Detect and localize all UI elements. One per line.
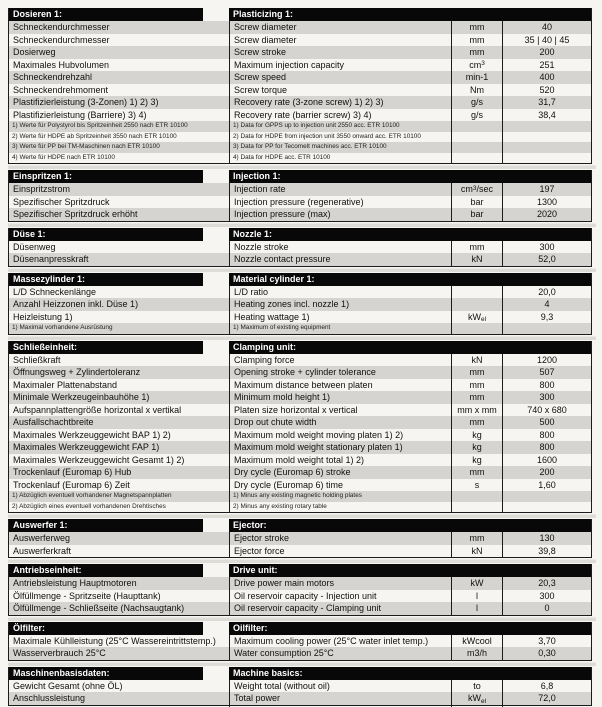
row-label-en: L/D ratio xyxy=(229,286,451,299)
section-title-en: Material cylinder 1: xyxy=(229,273,591,286)
row-unit: mm xyxy=(451,21,502,34)
row-unit: mm xyxy=(451,241,502,254)
row-value: 800 xyxy=(502,379,591,392)
row-unit: mm xyxy=(451,466,502,479)
footnote-de: 3) Werte für PP bei TM-Maschinen nach ETR 10100 xyxy=(12,143,160,150)
row-value: 200 xyxy=(502,46,591,59)
section-header xyxy=(9,667,591,680)
row-value: 500 xyxy=(502,416,591,429)
row-unit: kN xyxy=(451,253,502,266)
row-unit: kg xyxy=(451,454,502,467)
row-label-en: Nozzle stroke xyxy=(229,241,451,254)
footnote-row xyxy=(9,121,591,132)
row-unit: l xyxy=(451,590,502,603)
spec-row xyxy=(9,366,591,379)
spec-row xyxy=(9,71,591,84)
row-label-en: Minimum mold height 1) xyxy=(229,391,451,404)
row-value: 200 xyxy=(502,466,591,479)
row-unit: mm xyxy=(451,532,502,545)
row-unit: kN xyxy=(451,545,502,558)
row-label-en: Maximum mold weight total 1) 2) xyxy=(229,454,451,467)
spec-row xyxy=(9,429,591,442)
row-label-en: Weight total (without oil) xyxy=(229,680,451,693)
row-label-en: Dry cycle (Euromap 6) stroke xyxy=(229,466,451,479)
spec-row xyxy=(9,441,591,454)
row-label-de: Schneckendrehmoment xyxy=(13,84,109,95)
spec-row xyxy=(9,479,591,492)
footnote-value-empty xyxy=(502,121,591,132)
row-label-de: Maximales Hubvolumen xyxy=(13,59,110,70)
spec-row xyxy=(9,466,591,479)
row-value: 1300 xyxy=(502,196,591,209)
row-unit: mm xyxy=(451,379,502,392)
row-label-en: Maximum mold weight moving platen 1) 2) xyxy=(229,429,451,442)
section-clamping-unit xyxy=(8,341,592,514)
header-gap xyxy=(203,170,229,183)
row-label-en: Injection pressure (max) xyxy=(229,208,451,221)
spec-row xyxy=(9,635,591,648)
section-material-cylinder-1 xyxy=(8,273,592,335)
row-label-en: Screw diameter xyxy=(229,21,451,34)
section-title-en: Ejector: xyxy=(229,519,591,532)
row-label-de: Trockenlauf (Euromap 6) Zeit xyxy=(13,479,130,490)
footnote-row xyxy=(9,142,591,153)
row-unit: m3/h xyxy=(451,647,502,660)
row-label-de: Schließkraft xyxy=(13,354,61,365)
row-unit: $cm^3/\sec$ xyxy=(451,183,502,198)
section-machine-basics xyxy=(8,667,592,706)
spec-row xyxy=(9,680,591,693)
row-label-de: Spezifischer Spritzdruck erhöht xyxy=(13,209,138,219)
row-label-de: L/D Schneckenlänge xyxy=(13,286,97,297)
row-label-de: Maximales Werkzeuggewicht BAP 1) 2) xyxy=(13,429,171,440)
section-title-de: Massezylinder 1: xyxy=(9,273,203,286)
row-unit: bar xyxy=(451,208,502,221)
row-value: 35 | 40 | 45 xyxy=(502,34,591,47)
row-label-en: Heating zones incl. nozzle 1) xyxy=(229,298,451,311)
header-gap xyxy=(203,341,229,354)
row-unit: kg xyxy=(451,441,502,454)
footnote-en: 2) Minus any existing rotary table xyxy=(229,502,451,513)
row-label-en: Dry cycle (Euromap 6) time xyxy=(229,479,451,492)
footnote-de: 1) Abzüglich eventuell vorhandener Magnetspannplatten xyxy=(12,492,172,499)
row-unit: mm xyxy=(451,34,502,47)
unit-subscript: el xyxy=(480,697,487,705)
row-value: 4 xyxy=(502,298,591,311)
row-label-de: Ölfüllmenge - Spritzseite (Haupttank) xyxy=(13,590,161,601)
footnote-de: 2) Werte für HDPE ab Spritzeinheit 3550 nach ETR 10100 xyxy=(12,132,177,140)
section-header xyxy=(9,170,591,183)
row-label-de: Antriebsleistung Hauptmotoren xyxy=(13,578,137,588)
header-gap xyxy=(203,564,229,577)
section-header xyxy=(9,228,591,241)
row-label-de: Maximale Kühlleistung (25°C Wassereintrittstemp.) xyxy=(13,635,216,646)
spec-row xyxy=(9,391,591,404)
spec-row xyxy=(9,21,591,34)
footnote-unit-empty xyxy=(451,153,502,164)
row-unit: Nm xyxy=(451,84,502,97)
section-title-de: Schließeinheit: xyxy=(9,341,203,354)
footnote-en: 4) Data for HDPE acc. ETR 10100 xyxy=(229,153,451,164)
spec-row xyxy=(9,354,591,367)
row-label-de: Maximales Werkzeuggewicht FAP 1) xyxy=(13,442,160,452)
row-unit: $kW_{el}$ xyxy=(451,692,502,707)
row-value: 300 xyxy=(502,241,591,254)
row-unit: s xyxy=(451,479,502,492)
section-header xyxy=(9,519,591,532)
header-gap xyxy=(203,228,229,241)
row-value: 1200 xyxy=(502,354,591,367)
row-label-de: Anschlussleistung xyxy=(13,693,86,703)
row-label-en: Recovery rate (3-zone screw) 1) 2) 3) xyxy=(229,96,451,109)
row-unit: to xyxy=(451,680,502,693)
header-gap xyxy=(203,667,229,680)
row-label-de: Einspritzstrom xyxy=(13,184,71,194)
row-label-en: Maximum cooling power (25°C water inlet temp.) xyxy=(229,635,451,648)
footnote-de: 1) Maximal vorhandene Ausrüstung xyxy=(12,324,113,331)
row-label-de: Ausfallschachtbreite xyxy=(13,417,94,427)
row-label-en: Screw speed xyxy=(229,71,451,84)
row-value: 39,8 xyxy=(502,545,591,558)
row-value: 1,60 xyxy=(502,479,591,492)
section-title-en: Clamping unit: xyxy=(229,341,591,354)
section-title-de: Einspritzen 1: xyxy=(9,170,203,183)
row-unit: g/s xyxy=(451,96,502,109)
footnote-unit-empty xyxy=(451,323,502,334)
row-value: 800 xyxy=(502,429,591,442)
row-label-de: Schneckendurchmesser xyxy=(13,34,110,45)
row-label-en: Drop out chute width xyxy=(229,416,451,429)
row-value: 0,30 xyxy=(502,647,591,660)
row-unit: l xyxy=(451,602,502,615)
unit-superscript: 3 xyxy=(472,184,477,192)
row-unit: kWcool xyxy=(451,635,502,648)
row-label-en: Injection rate xyxy=(229,183,451,198)
unit-subscript: el xyxy=(480,316,487,323)
spec-row xyxy=(9,577,591,590)
row-value: 20,0 xyxy=(502,286,591,299)
row-label-de: Düsenanpresskraft xyxy=(13,254,89,264)
footnote-unit-empty xyxy=(451,132,502,143)
row-label-de: Spezifischer Spritzdruck xyxy=(13,196,110,207)
footnote-row xyxy=(9,502,591,513)
section-title-de: Auswerfer 1: xyxy=(9,519,203,532)
row-unit: mm xyxy=(451,416,502,429)
row-label-de: Maximaler Plattenabstand xyxy=(13,379,118,390)
row-label-en: Water consumption 25°C xyxy=(229,647,451,660)
footnote-row xyxy=(9,132,591,143)
row-value: 20,3 xyxy=(502,577,591,590)
row-value: 0 xyxy=(502,602,591,615)
footnote-de: 4) Werte für HDPE nach ETR 10100 xyxy=(12,153,115,161)
row-label-de: Minimale Werkzeugeinbauhöhe 1) xyxy=(13,392,150,402)
row-unit: g/s xyxy=(451,109,502,122)
row-value: 38,4 xyxy=(502,109,591,122)
row-label-de: Plastifizierleistung (Barriere) 3) 4) xyxy=(13,109,147,120)
row-label-en: Screw stroke xyxy=(229,46,451,59)
row-label-en: Injection pressure (regenerative) xyxy=(229,196,451,209)
row-label-en: Clamping force xyxy=(229,354,451,367)
row-label-en: Platen size horizontal x vertical xyxy=(229,404,451,417)
row-label-de: Anzahl Heizzonen inkl. Düse 1) xyxy=(13,299,139,309)
row-label-de: Heizleistung 1) xyxy=(13,311,73,322)
row-value: 1600 xyxy=(502,454,591,467)
row-unit xyxy=(451,298,502,311)
spec-row xyxy=(9,46,591,59)
row-label-de: Gewicht Gesamt (ohne ÖL) xyxy=(13,680,123,691)
row-value: 507 xyxy=(502,366,591,379)
row-label-de: Auswerferkraft xyxy=(13,545,72,556)
row-unit xyxy=(451,286,502,299)
row-unit: bar xyxy=(451,196,502,209)
row-label-en: Oil reservoir capacity - Injection unit xyxy=(229,590,451,603)
row-value: 31,7 xyxy=(502,96,591,109)
row-label-de: Trockenlauf (Euromap 6) Hub xyxy=(13,467,132,477)
section-oilfilter xyxy=(8,622,592,661)
footnote-en: 2) Data for HDPE from injection unit 3550 onward acc. ETR 10100 xyxy=(229,132,451,143)
section-title-en: Plasticizing 1: xyxy=(229,8,591,21)
footnote-en: 3) Data for PP for Tecomelt machines acc. ETR 10100 xyxy=(229,142,451,153)
section-title-en: Machine basics: xyxy=(229,667,591,680)
section-title-de: Dosieren 1: xyxy=(9,8,203,21)
footnote-value-empty xyxy=(502,132,591,143)
section-title-de: Düse 1: xyxy=(9,228,203,241)
row-label-de: Schneckendrehzahl xyxy=(13,72,93,82)
spec-row xyxy=(9,208,591,221)
row-label-de: Aufspannplattengröße horizontal x vertikal xyxy=(13,404,182,415)
spec-row xyxy=(9,532,591,545)
row-label-de: Auswerferweg xyxy=(13,533,71,543)
footnote-unit-empty xyxy=(451,121,502,132)
row-value: 300 xyxy=(502,391,591,404)
row-label-en: Screw diameter xyxy=(229,34,451,47)
row-value: 52,0 xyxy=(502,253,591,266)
spec-row xyxy=(9,241,591,254)
row-unit: min-1 xyxy=(451,71,502,84)
row-unit: mm xyxy=(451,366,502,379)
section-nozzle-1 xyxy=(8,228,592,267)
row-unit: kN xyxy=(451,354,502,367)
section-header xyxy=(9,341,591,354)
row-unit: $cm^3$ xyxy=(451,59,502,74)
footnote-row xyxy=(9,491,591,502)
row-unit: mm xyxy=(451,46,502,59)
row-label-de: Dosierweg xyxy=(13,47,56,57)
row-label-en: Opening stroke + cylinder tolerance xyxy=(229,366,451,379)
row-value: 40 xyxy=(502,21,591,34)
row-value: 251 xyxy=(502,59,591,74)
row-value: 300 xyxy=(502,590,591,603)
section-title-de: Antriebseinheit: xyxy=(9,564,203,577)
section-title-en: Injection 1: xyxy=(229,170,591,183)
row-unit: kW xyxy=(451,577,502,590)
row-value: 72,0 xyxy=(502,692,591,707)
spec-row xyxy=(9,59,591,72)
footnote-row xyxy=(9,153,591,164)
spec-row xyxy=(9,311,591,324)
row-label-en: Maximum injection capacity xyxy=(229,59,451,74)
row-value: 2020 xyxy=(502,208,591,221)
spec-row xyxy=(9,34,591,47)
footnote-en: 1) Data for GPPS up to injection unit 2550 acc. ETR 10100 xyxy=(229,121,451,132)
section-title-en: Oilfilter: xyxy=(229,622,591,635)
footnote-value-empty xyxy=(502,502,591,513)
row-value: 800 xyxy=(502,441,591,454)
row-label-en: Total power xyxy=(229,692,451,707)
section-ejector xyxy=(8,519,592,558)
spec-row xyxy=(9,590,591,603)
section-header xyxy=(9,564,591,577)
section-title-de: Ölfilter: xyxy=(9,622,203,635)
spec-row xyxy=(9,545,591,558)
spec-row xyxy=(9,692,591,705)
footnote-de: 2) Abzüglich eines eventuell vorhandenen Drehtisches xyxy=(12,502,166,510)
spec-row xyxy=(9,286,591,299)
footnote-unit-empty xyxy=(451,502,502,513)
row-label-de: Plastifizierleistung (3-Zonen) 1) 2) 3) xyxy=(13,97,159,107)
row-label-en: Drive power main motors xyxy=(229,577,451,590)
row-value: 9,3 xyxy=(502,311,591,326)
row-value: 130 xyxy=(502,532,591,545)
row-label-de: Wasserverbrauch 25°C xyxy=(13,648,106,658)
header-gap xyxy=(203,8,229,21)
spec-row xyxy=(9,602,591,615)
footnote-unit-empty xyxy=(451,491,502,502)
header-gap xyxy=(203,273,229,286)
row-value: 3,70 xyxy=(502,635,591,648)
header-gap xyxy=(203,622,229,635)
header-gap xyxy=(203,519,229,532)
row-label-de: Öffnungsweg + Zylindertoleranz xyxy=(13,367,141,377)
section-title-en: Nozzle 1: xyxy=(229,228,591,241)
row-label-en: Screw torque xyxy=(229,84,451,97)
footnote-en: 1) Maximum of existing equipment xyxy=(229,323,451,334)
spec-row xyxy=(9,647,591,660)
spec-row xyxy=(9,404,591,417)
section-title-en: Drive unit: xyxy=(229,564,591,577)
section-drive-unit xyxy=(8,564,592,616)
row-unit: mm x mm xyxy=(451,404,502,417)
footnote-row xyxy=(9,323,591,334)
footnote-value-empty xyxy=(502,323,591,334)
footnote-value-empty xyxy=(502,491,591,502)
row-value: 6,8 xyxy=(502,680,591,693)
row-value: 400 xyxy=(502,71,591,84)
spec-row xyxy=(9,196,591,209)
spec-row xyxy=(9,84,591,97)
row-label-en: Maximum distance between platen xyxy=(229,379,451,392)
row-value: 197 xyxy=(502,183,591,198)
row-unit: kg xyxy=(451,429,502,442)
row-label-en: Ejector stroke xyxy=(229,532,451,545)
row-label-de: Schneckendurchmesser xyxy=(13,22,110,32)
footnote-unit-empty xyxy=(451,142,502,153)
row-label-en: Maximum mold weight stationary platen 1) xyxy=(229,441,451,454)
row-value: 520 xyxy=(502,84,591,97)
row-label-en: Recovery rate (barrier screw) 3) 4) xyxy=(229,109,451,122)
footnote-value-empty xyxy=(502,142,591,153)
spec-row xyxy=(9,253,591,266)
row-unit: mm xyxy=(451,391,502,404)
section-injection-1 xyxy=(8,170,592,222)
spec-row xyxy=(9,183,591,196)
footnote-de: 1) Werte für Polystyrol bis Spritzeinheit 2550 nach ETR 10100 xyxy=(12,122,188,129)
row-label-en: Ejector force xyxy=(229,545,451,558)
row-unit: $kW_{el}$ xyxy=(451,311,502,326)
section-header xyxy=(9,622,591,635)
spec-row xyxy=(9,96,591,109)
spec-sheet xyxy=(8,8,592,706)
row-label-en: Nozzle contact pressure xyxy=(229,253,451,266)
spec-row xyxy=(9,298,591,311)
section-title-de: Maschinenbasisdaten: xyxy=(9,667,203,680)
row-label-de: Ölfüllmenge - Schließseite (Nachsaugtank) xyxy=(13,603,185,613)
spec-row xyxy=(9,454,591,467)
footnote-en: 1) Minus any existing magnetic holding plates xyxy=(229,491,451,502)
row-label-de: Maximales Werkzeuggewicht Gesamt 1) 2) xyxy=(13,454,185,465)
spec-row xyxy=(9,416,591,429)
spec-row xyxy=(9,379,591,392)
unit-superscript: 3 xyxy=(481,60,485,67)
row-label-en: Oil reservoir capacity - Clamping unit xyxy=(229,602,451,615)
row-label-de: Düsenweg xyxy=(13,241,56,252)
footnote-value-empty xyxy=(502,153,591,164)
row-label-en: Heating wattage 1) xyxy=(229,311,451,326)
spec-row xyxy=(9,109,591,122)
section-header xyxy=(9,273,591,286)
section-plasticizing-1 xyxy=(8,8,592,164)
section-header xyxy=(9,8,591,21)
row-value: 740 x 680 xyxy=(502,404,591,417)
